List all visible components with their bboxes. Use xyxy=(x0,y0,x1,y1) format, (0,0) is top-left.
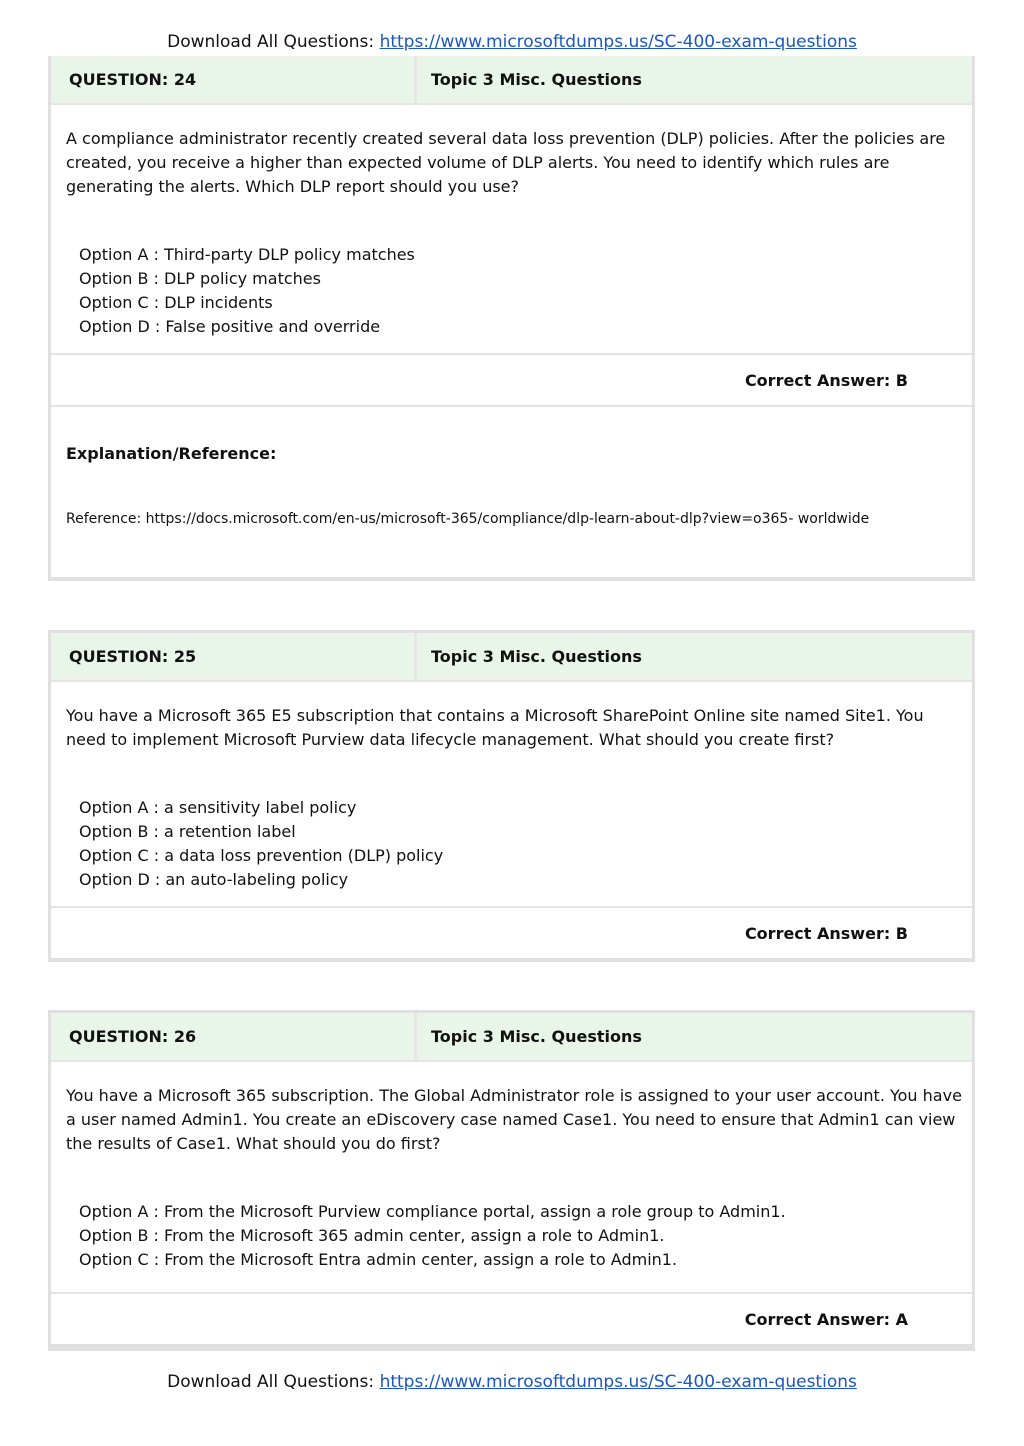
explanation-section xyxy=(51,405,972,577)
download-link[interactable]: https://www.microsoftdumps.us/SC-400-exam-questions xyxy=(379,32,857,52)
option-d: Option D : an auto-labeling policy xyxy=(79,870,349,889)
download-banner-bottom xyxy=(0,1371,1024,1393)
card-bottom-border xyxy=(51,958,972,962)
question-number: QUESTION: 25 xyxy=(51,633,414,680)
question-number: QUESTION: 26 xyxy=(51,1013,414,1060)
correct-answer: Correct Answer: A xyxy=(51,1292,972,1344)
option-list xyxy=(51,1156,972,1292)
card-bottom-border xyxy=(51,1344,972,1351)
banner-prefix: Download All Questions: xyxy=(167,32,380,52)
option-b: Option B : From the Microsoft 365 admin center, assign a role to Admin1. xyxy=(79,1226,665,1245)
option-a: Option A : a sensitivity label policy xyxy=(79,798,357,817)
question-text: You have a Microsoft 365 E5 subscription that contains a Microsoft SharePoint Online site named Site1. You need to implement Microsoft Purview data lifecycle management. What should you create first? xyxy=(66,706,924,749)
question-card-26 xyxy=(48,1010,975,1351)
option-list xyxy=(51,199,972,353)
option-a: Option A : Third-party DLP policy matches xyxy=(79,245,415,264)
question-header xyxy=(51,633,972,682)
correct-answer: Correct Answer: B xyxy=(51,906,972,958)
question-card-24 xyxy=(48,56,975,581)
banner-prefix: Download All Questions: xyxy=(167,1372,380,1392)
option-c: Option C : a data loss prevention (DLP) policy xyxy=(79,846,444,865)
explanation-title: Explanation/Reference: xyxy=(66,444,277,463)
question-text: You have a Microsoft 365 subscription. The Global Administrator role is assigned to your user account. You have a user named Admin1. You create an eDiscovery case named Case1. You need to ensure that Admin1 can view the results of Case1. What should you do first? xyxy=(66,1086,962,1153)
question-header xyxy=(51,56,972,105)
download-banner-top xyxy=(0,31,1024,53)
card-bottom-border xyxy=(51,577,972,581)
option-b: Option B : DLP policy matches xyxy=(79,269,321,288)
option-c: Option C : DLP incidents xyxy=(79,293,273,312)
question-text: A compliance administrator recently created several data loss prevention (DLP) policies. After the policies are created, you receive a higher than expected volume of DLP alerts. You need to identify which rules are generating the alerts. Which DLP report should you use? xyxy=(66,129,946,196)
question-topic: Topic 3 Misc. Questions xyxy=(417,633,972,680)
question-card-25 xyxy=(48,630,975,962)
option-c: Option C : From the Microsoft Entra admin center, assign a role to Admin1. xyxy=(79,1250,678,1269)
option-list xyxy=(51,752,972,906)
option-a: Option A : From the Microsoft Purview compliance portal, assign a role group to Admin1. xyxy=(79,1202,786,1221)
option-d: Option D : False positive and override xyxy=(79,317,381,336)
option-b: Option B : a retention label xyxy=(79,822,296,841)
question-topic: Topic 3 Misc. Questions xyxy=(417,56,972,103)
question-header xyxy=(51,1013,972,1062)
question-number: QUESTION: 24 xyxy=(51,56,414,103)
question-topic: Topic 3 Misc. Questions xyxy=(417,1013,972,1060)
download-link[interactable]: https://www.microsoftdumps.us/SC-400-exam-questions xyxy=(379,1372,857,1392)
reference-text: Reference: https://docs.microsoft.com/en-us/microsoft-365/compliance/dlp-learn-about-dlp?view=o365- worldwide xyxy=(66,511,870,527)
correct-answer: Correct Answer: B xyxy=(51,353,972,405)
